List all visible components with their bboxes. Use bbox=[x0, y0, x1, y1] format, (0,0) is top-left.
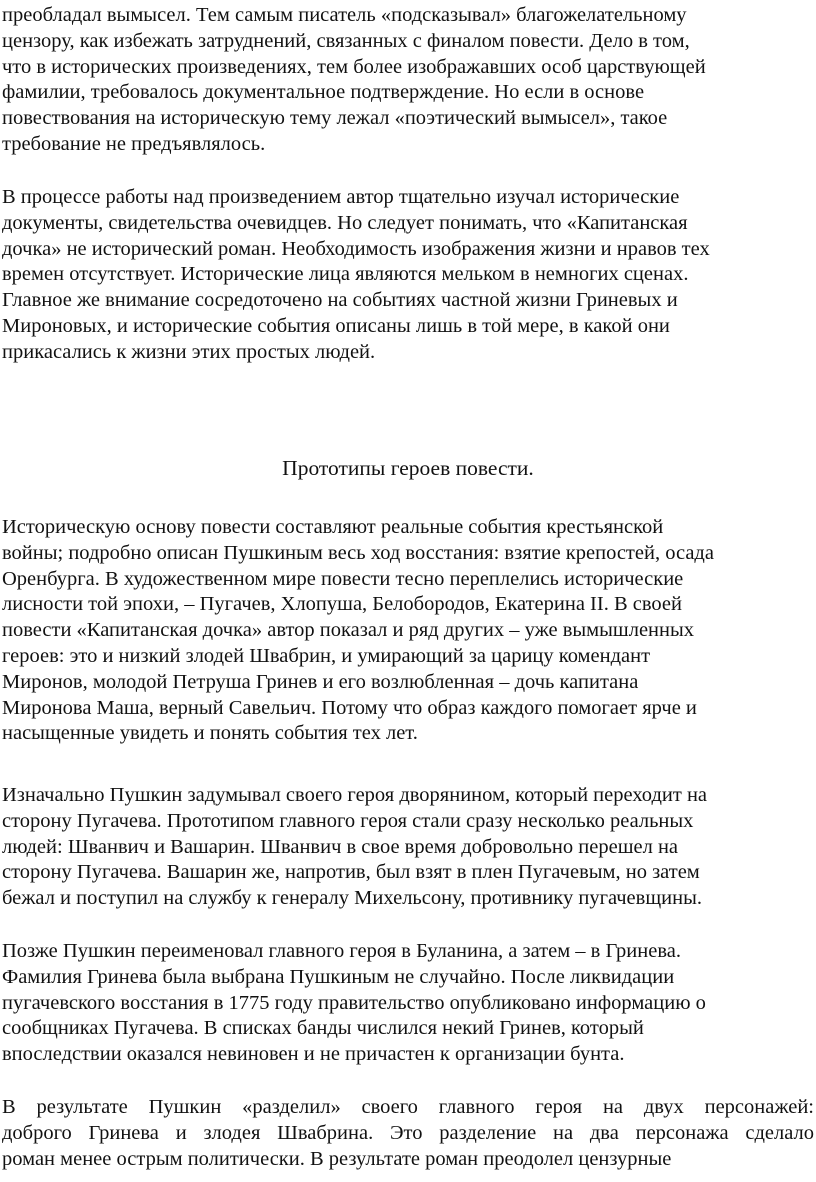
paragraph-6 bbox=[2, 1095, 814, 1172]
paragraph-line: дочка» не исторический роман. Необходимость изображения жизни и нравов тех bbox=[2, 237, 710, 260]
paragraph-line: Миронов, молодой Петруша Гринев и его возлюбленная – дочь капитана bbox=[2, 670, 639, 693]
paragraph-line: Оренбурга. В художественном мире повести тесно переплелись исторические bbox=[2, 567, 684, 590]
paragraph-2 bbox=[2, 185, 814, 366]
paragraph-line: бежал и поступил на службу к генералу Михельсону, противнику пугачевщины. bbox=[2, 887, 702, 910]
paragraph-line: цензору, как избежать затруднений, связанных с финалом повести. Дело в том, bbox=[2, 29, 690, 52]
paragraph-line: Миронова Маша, верный Савельич. Потому что образ каждого помогает ярче и bbox=[2, 696, 697, 719]
paragraph-line: впоследствии оказался невиновен и не причастен к организации бунта. bbox=[2, 1043, 625, 1066]
paragraph-line: доброго Гринева и злодея Швабрина. Это разделение на два персонажа сделало bbox=[2, 1121, 814, 1144]
paragraph-1 bbox=[2, 3, 814, 158]
paragraph-line: что в исторических произведениях, тем более изображавших особ царствующей bbox=[2, 55, 706, 78]
paragraph-4 bbox=[2, 783, 814, 912]
paragraph-line: В результате Пушкин «разделил» своего главного героя на двух персонажей: bbox=[2, 1096, 814, 1118]
paragraph-line: повествования на историческую тему лежал «поэтический вымысел», такое bbox=[2, 107, 668, 130]
paragraph-line: насыщенные увидеть и понять события тех лет. bbox=[2, 722, 418, 745]
paragraph-line: В процессе работы над произведением автор тщательно изучал исторические bbox=[2, 186, 680, 208]
paragraph-line: Изначально Пушкин задумывал своего героя дворянином, который переходит на bbox=[2, 784, 708, 806]
paragraph-5 bbox=[2, 939, 814, 1068]
paragraph-line: документы, свидетельства очевидцев. Но следует понимать, что «Капитанская bbox=[2, 211, 688, 234]
paragraph-line: героев: это и низкий злодей Швабрин, и умирающий за царицу комендант bbox=[2, 644, 651, 667]
section-heading: Прототипы героев повести. bbox=[282, 456, 534, 480]
paragraph-line: роман менее острым политически. В результате роман преодолел цензурные bbox=[2, 1147, 672, 1170]
paragraph-line: сторону Пугачева. Прототипом главного героя стали сразу несколько реальных bbox=[2, 809, 694, 832]
paragraph-line: прикасались к жизни этих простых людей. bbox=[2, 340, 376, 363]
paragraph-line: людей: Шванвич и Вашарин. Шванвич в свое время добровольно перешел на bbox=[2, 835, 679, 858]
paragraph-line: требование не предъявлялось. bbox=[2, 132, 266, 155]
paragraph-line: Главное же внимание сосредоточено на событиях частной жизни Гриневых и bbox=[2, 289, 678, 312]
paragraph-line: Историческую основу повести составляют реальные события крестьянской bbox=[2, 516, 664, 538]
paragraph-line: сторону Пугачева. Вашарин же, напротив, был взят в плен Пугачевым, но затем bbox=[2, 861, 700, 884]
paragraph-line: преобладал вымысел. Тем самым писатель «подсказывал» благожелательному bbox=[2, 4, 687, 26]
paragraph-line: Позже Пушкин переименовал главного героя в Буланина, а затем – в Гринева. bbox=[2, 940, 681, 962]
paragraph-line: времен отсутствует. Исторические лица являются мельком в немногих сценах. bbox=[2, 263, 689, 286]
paragraph-line: лисности той эпохи, – Пугачев, Хлопуша, Белобородов, Екатерина II. В своей bbox=[2, 593, 682, 616]
paragraph-line: повести «Капитанская дочка» автор показал и ряд других – уже вымышленных bbox=[2, 619, 695, 642]
paragraph-line: войны; подробно описан Пушкиным весь ход восстания: взятие крепостей, осада bbox=[2, 541, 714, 564]
paragraph-3 bbox=[2, 515, 814, 747]
paragraph-line: фамилии, требовалось документальное подтверждение. Но если в основе bbox=[2, 81, 645, 104]
paragraph-line: пугачевского восстания в 1775 году правительство опубликовано информацию о bbox=[2, 991, 706, 1014]
paragraph-line: Мироновых, и исторические события описаны лишь в той мере, в какой они bbox=[2, 314, 670, 337]
paragraph-line: Фамилия Гринева была выбрана Пушкиным не случайно. После ликвидации bbox=[2, 965, 675, 988]
paragraph-line: сообщниках Пугачева. В списках банды числился некий Гринев, который bbox=[2, 1017, 644, 1040]
